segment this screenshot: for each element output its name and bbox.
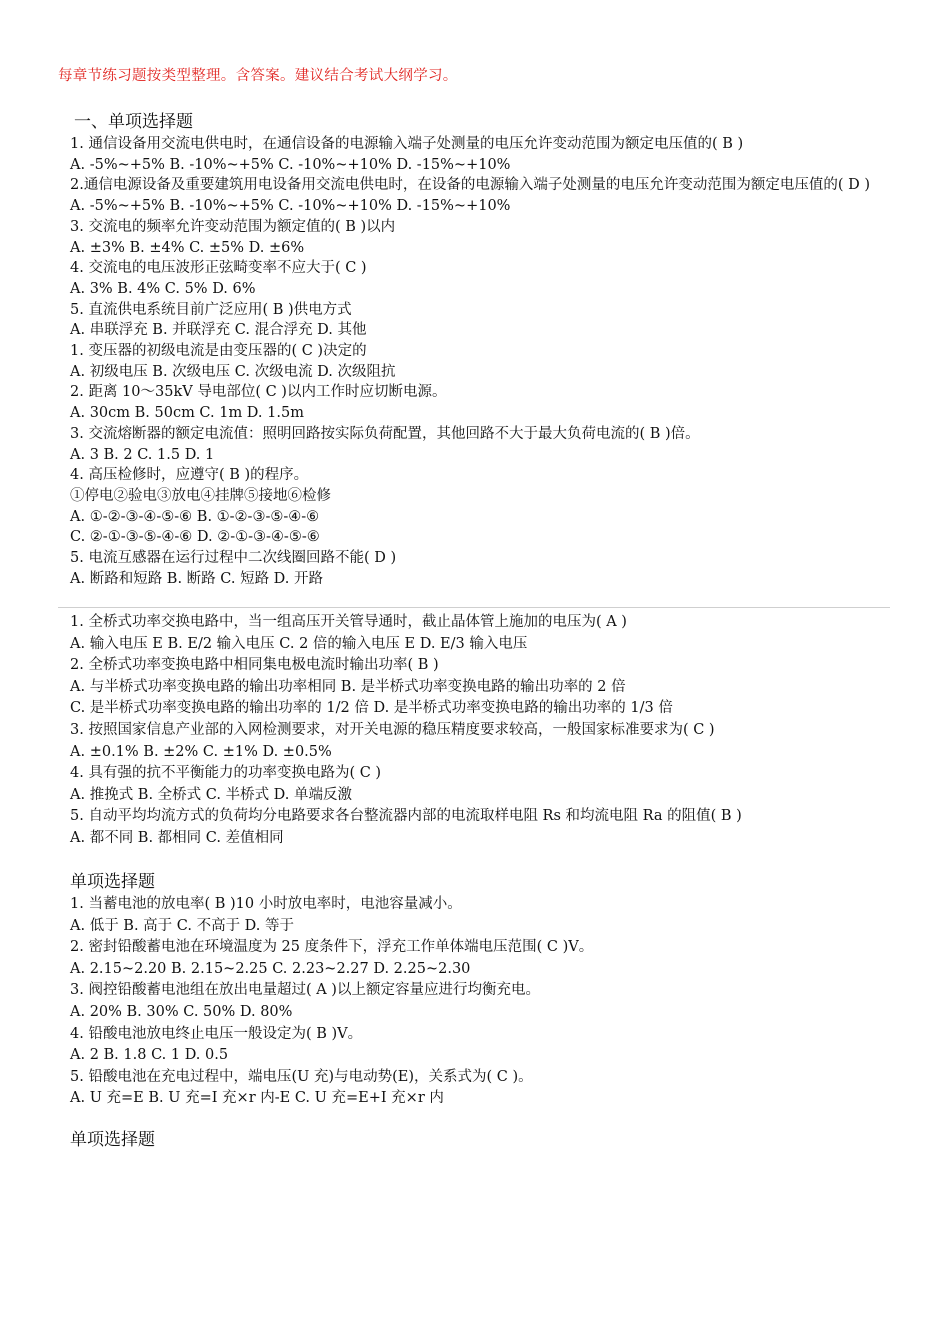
section-next <box>70 1128 900 1152</box>
options-line: C. ②-①-③-⑤-④-⑥ D. ②-①-③-④-⑤-⑥ <box>70 529 320 546</box>
question-line: 1. 通信设备用交流电供电时，在通信设备的电源输入端子处测量的电压允许变动范围为额定电压值的( B ) <box>70 136 744 152</box>
question-line: 3. 按照国家信息产业部的入网检测要求，对开关电源的稳压精度要求较高，一般国家标准要求为( C ) <box>70 721 715 738</box>
question-line: 2. 全桥式功率变换电路中相同集电极电流时输出功率( B ) <box>70 657 439 674</box>
options-line: A. ±3% B. ±4% C. ±5% D. ±6% <box>70 239 305 256</box>
section-switching-power <box>70 612 900 850</box>
question-line: 4. 铅酸电池放电终止电压一般设定为( B )V。 <box>70 1025 363 1042</box>
question-line: 3. 交流电的频率允许变动范围为额定值的( B )以内 <box>70 218 396 235</box>
question-line: 4. 交流电的电压波形正弦畸变率不应大于( C ) <box>70 260 367 277</box>
options-line: A. U 充=E B. U 充=I 充×r 内-E C. U 充=E+I 充×r 内 <box>70 1090 444 1107</box>
options-line: A. 断路和短路 B. 断路 C. 短路 D. 开路 <box>70 570 324 587</box>
options-line: C. 是半桥式功率变换电路的输出功率的 1/2 倍 D. 是半桥式功率变换电路的输出功率的 1/3 倍 <box>70 700 673 717</box>
question-line: 3. 阀控铅酸蓄电池组在放出电量超过( A )以上额定容量应进行均衡充电。 <box>70 982 540 999</box>
question-line: 5. 铅酸电池在充电过程中，端电压(U 充)与电动势(E)，关系式为( C )。 <box>70 1068 533 1085</box>
options-line: A. -5%~+5% B. -10%~+5% C. -10%~+10% D. -15%~+10% <box>70 156 511 173</box>
question-detail-line: ①停电②验电③放电④挂牌⑤接地⑥检修 <box>70 487 331 504</box>
options-line: A. ±0.1% B. ±2% C. ±1% D. ±0.5% <box>70 743 332 760</box>
options-line: A. 20% B. 30% C. 50% D. 80% <box>70 1003 293 1020</box>
question-line: 2. 距离 10～35kV 导电部位( C )以内工作时应切断电源。 <box>70 384 447 401</box>
options-line: A. 初级电压 B. 次级电压 C. 次级电流 D. 次级阻抗 <box>70 363 396 380</box>
options-line: A. ①-②-③-④-⑤-⑥ B. ①-②-③-⑤-④-⑥ <box>70 508 320 525</box>
options-line: A. 输入电压 E B. E/2 输入电压 C. 2 倍的输入电压 E D. E/3 输入电压 <box>70 635 528 652</box>
question-line: 4. 高压检修时，应遵守( B )的程序。 <box>70 467 309 484</box>
options-line: A. 都不同 B. 都相同 C. 差值相同 <box>70 829 284 846</box>
question-line: 2.通信电源设备及重要建筑用电设备用交流电供电时，在设备的电源输入端子处测量的电压允许变动范围为额定电压值的( D ) <box>70 177 870 194</box>
question-line: 1. 全桥式功率交换电路中，当一组高压开关管导通时，截止晶体管上施加的电压为( A ) <box>70 614 627 630</box>
question-line: 5. 电流互感器在运行过程中二次线圈回路不能( D ) <box>70 550 397 567</box>
section-divider <box>58 607 890 608</box>
options-line: A. 3 B. 2 C. 1.5 D. 1 <box>70 446 215 463</box>
options-line: A. 3% B. 4% C. 5% D. 6% <box>70 280 256 297</box>
question-line: 4. 具有强的抗不平衡能力的功率变换电路为( C ) <box>70 765 382 782</box>
options-line: A. -5%~+5% B. -10%~+5% C. -10%~+10% D. -15%~+10% <box>70 198 511 215</box>
question-line: 3. 交流熔断器的额定电流值：照明回路按实际负荷配置，其他回路不大于最大负荷电流的( B )倍。 <box>70 425 700 442</box>
section-heading: 单项选择题 <box>70 1130 155 1150</box>
options-line: A. 串联浮充 B. 并联浮充 C. 混合浮充 D. 其他 <box>70 322 367 339</box>
options-line: A. 2.15~2.20 B. 2.15~2.25 C. 2.23~2.27 D. 2.25~2.30 <box>70 960 471 977</box>
section-ac-power <box>70 110 900 589</box>
section-heading: 一、单项选择题 <box>74 112 193 132</box>
options-line: A. 推挽式 B. 全桥式 C. 半桥式 D. 单端反激 <box>70 786 353 803</box>
question-line: 1. 当蓄电池的放电率( B )10 小时放电率时，电池容量减小。 <box>70 896 462 912</box>
question-line: 5. 自动平均均流方式的负荷均分电路要求各台整流器内部的电流取样电阻 Rs 和均流电阻 Ra 的阻值( B ) <box>70 808 742 825</box>
options-line: A. 低于 B. 高于 C. 不高于 D. 等于 <box>70 917 295 934</box>
options-line: A. 30cm B. 50cm C. 1m D. 1.5m <box>70 405 304 422</box>
question-line: 2. 密封铅酸蓄电池在环境温度为 25 度条件下，浮充工作单体端电压范围( C )V。 <box>70 939 594 956</box>
options-line: A. 与半桥式功率变换电路的输出功率相同 B. 是半桥式功率变换电路的输出功率的 2 倍 <box>70 678 626 695</box>
notice-text: 每章节练习题按类型整理。含答案。建议结合考试大纲学习。 <box>58 68 458 84</box>
section-battery <box>70 870 900 1110</box>
section-heading: 单项选择题 <box>70 872 155 892</box>
question-line: 1. 变压器的初级电流是由变压器的( C )决定的 <box>70 343 367 360</box>
options-line: A. 2 B. 1.8 C. 1 D. 0.5 <box>70 1047 229 1064</box>
question-line: 5. 直流供电系统目前广泛应用( B )供电方式 <box>70 301 352 318</box>
